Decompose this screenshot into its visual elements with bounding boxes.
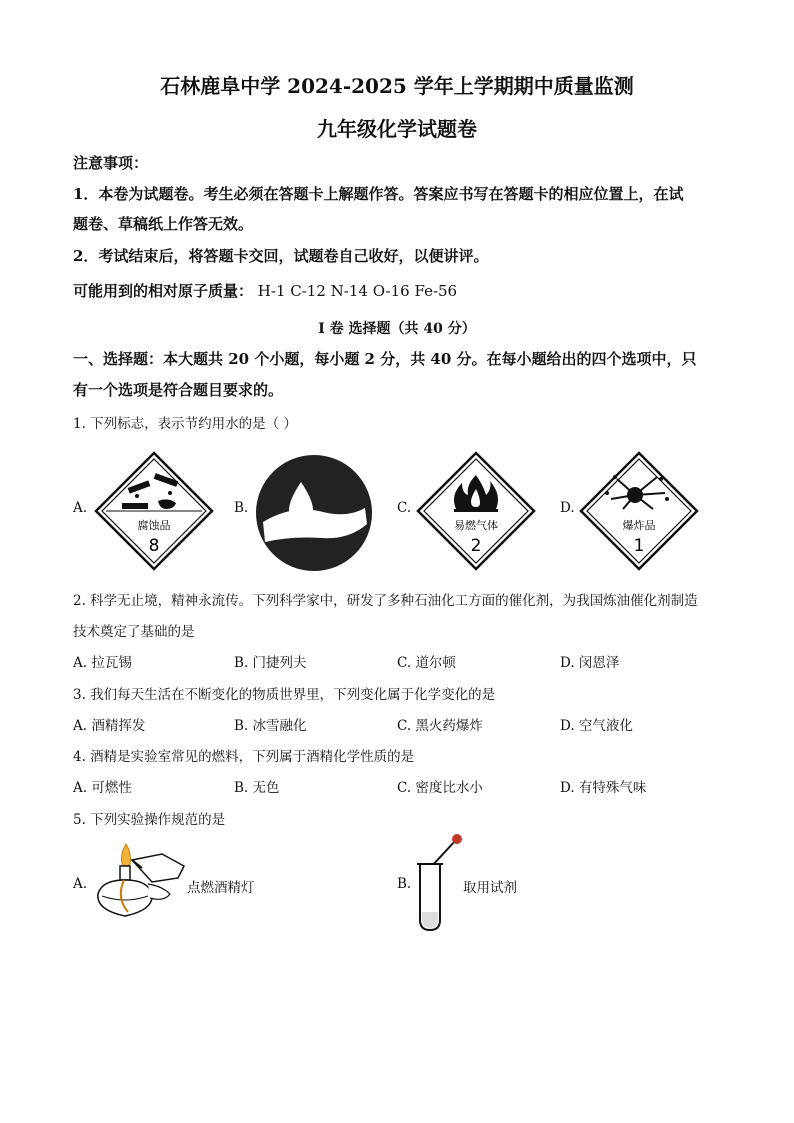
atomic-mass-label: 可能用到的相对原子质量： bbox=[73, 282, 254, 300]
q3-option-d[interactable]: D. 空气液化 bbox=[560, 718, 633, 734]
taking-reagent-illustration[interactable] bbox=[410, 832, 466, 934]
explosive-sign[interactable] bbox=[577, 449, 701, 573]
q3-option-a[interactable]: A. 酒精挥发 bbox=[73, 718, 146, 734]
corrosive-sign-number: 8 bbox=[148, 536, 160, 556]
flammable-gas-sign-number: 2 bbox=[470, 536, 482, 556]
flammable-gas-sign[interactable] bbox=[414, 449, 538, 573]
q4-option-c[interactable]: C. 密度比水小 bbox=[397, 780, 483, 796]
q1-option-b-letter: B. bbox=[234, 500, 249, 516]
explosion-icon bbox=[577, 449, 701, 573]
q5-option-a-letter: A. bbox=[73, 876, 88, 892]
q5-option-b-letter: B. bbox=[397, 876, 412, 892]
exam-title-line1: 石林鹿阜中学 2024-2025 学年上学期期中质量监测 bbox=[160, 74, 634, 98]
notice-heading: 注意事项： bbox=[73, 154, 149, 172]
question-4-stem: 4. 酒精是实验室常见的燃料，下列属于酒精化学性质的是 bbox=[73, 749, 415, 765]
q1-option-a-letter: A. bbox=[73, 500, 88, 516]
test-tube-icon bbox=[410, 832, 466, 934]
question-5-stem: 5. 下列实验操作规范的是 bbox=[73, 812, 226, 828]
q1-option-c-letter: C. bbox=[397, 500, 412, 516]
q3-option-b[interactable]: B. 冰雪融化 bbox=[234, 718, 307, 734]
q4-option-d[interactable]: D. 有特殊气味 bbox=[560, 780, 647, 796]
notice-item2: 2．考试结束后，将答题卡交回，试题卷自己收好，以便讲评。 bbox=[73, 247, 489, 265]
q5-option-a-caption: 点燃酒精灯 bbox=[187, 880, 255, 896]
corrosive-sign-text: 腐蚀品 bbox=[137, 519, 171, 532]
lighting-alcohol-lamp-illustration[interactable] bbox=[92, 838, 188, 930]
exam-title-line2: 九年级化学试题卷 bbox=[317, 117, 477, 141]
flame-icon bbox=[414, 449, 538, 573]
explosive-sign-text: 爆炸品 bbox=[622, 519, 656, 532]
q1-option-d-letter: D. bbox=[560, 500, 575, 516]
q2-option-a[interactable]: A. 拉瓦锡 bbox=[73, 655, 132, 671]
question-2-stem-line2: 技术奠定了基础的是 bbox=[73, 624, 195, 640]
corrosive-sign[interactable] bbox=[92, 449, 216, 573]
alcohol-lamp-icon bbox=[92, 838, 188, 930]
section-instruction-line2: 有一个选项是符合题目要求的。 bbox=[73, 381, 284, 399]
question-1-stem: 1. 下列标志，表示节约用水的是（ ） bbox=[73, 416, 297, 432]
q3-option-c[interactable]: C. 黑火药爆炸 bbox=[397, 718, 483, 734]
water-saving-sign[interactable] bbox=[253, 452, 375, 574]
section-instruction-line1: 一、选择题：本大题共 20 个小题，每小题 2 分，共 40 分。在每小题给出的四个选项中，只 bbox=[73, 350, 697, 368]
notice-item1-line2: 题卷、草稿纸上作答无效。 bbox=[73, 215, 254, 233]
q5-option-b-caption: 取用试剂 bbox=[463, 880, 517, 896]
section-heading: I 卷 选择题（共 40 分） bbox=[318, 321, 476, 337]
atomic-mass-values: H-1 C-12 N-14 O-16 Fe-56 bbox=[257, 282, 458, 300]
notice-item1-line1: 1．本卷为试题卷。考生必须在答题卡上解题作答。答案应书写在答题卡的相应位置上，在试 bbox=[73, 185, 684, 203]
atomic-mass-line bbox=[73, 280, 457, 301]
flammable-gas-sign-text: 易燃气体 bbox=[454, 519, 498, 532]
q4-option-b[interactable]: B. 无色 bbox=[234, 780, 280, 796]
explosive-sign-number: 1 bbox=[633, 536, 645, 556]
q4-option-a[interactable]: A. 可燃性 bbox=[73, 780, 132, 796]
q2-option-d[interactable]: D. 闵恩泽 bbox=[560, 655, 620, 671]
water-saving-sign-icon bbox=[253, 452, 375, 574]
corrosive-sign-icon bbox=[92, 449, 216, 573]
question-3-stem: 3. 我们每天生活在不断变化的物质世界里，下列变化属于化学变化的是 bbox=[73, 687, 496, 703]
q2-option-b[interactable]: B. 门捷列夫 bbox=[234, 655, 307, 671]
question-2-stem-line1: 2. 科学无止境，精神永流传。下列科学家中，研发了多种石油化工方面的催化剂，为我国炼油催化剂制造 bbox=[73, 593, 698, 609]
q2-option-c[interactable]: C. 道尔顿 bbox=[397, 655, 456, 671]
